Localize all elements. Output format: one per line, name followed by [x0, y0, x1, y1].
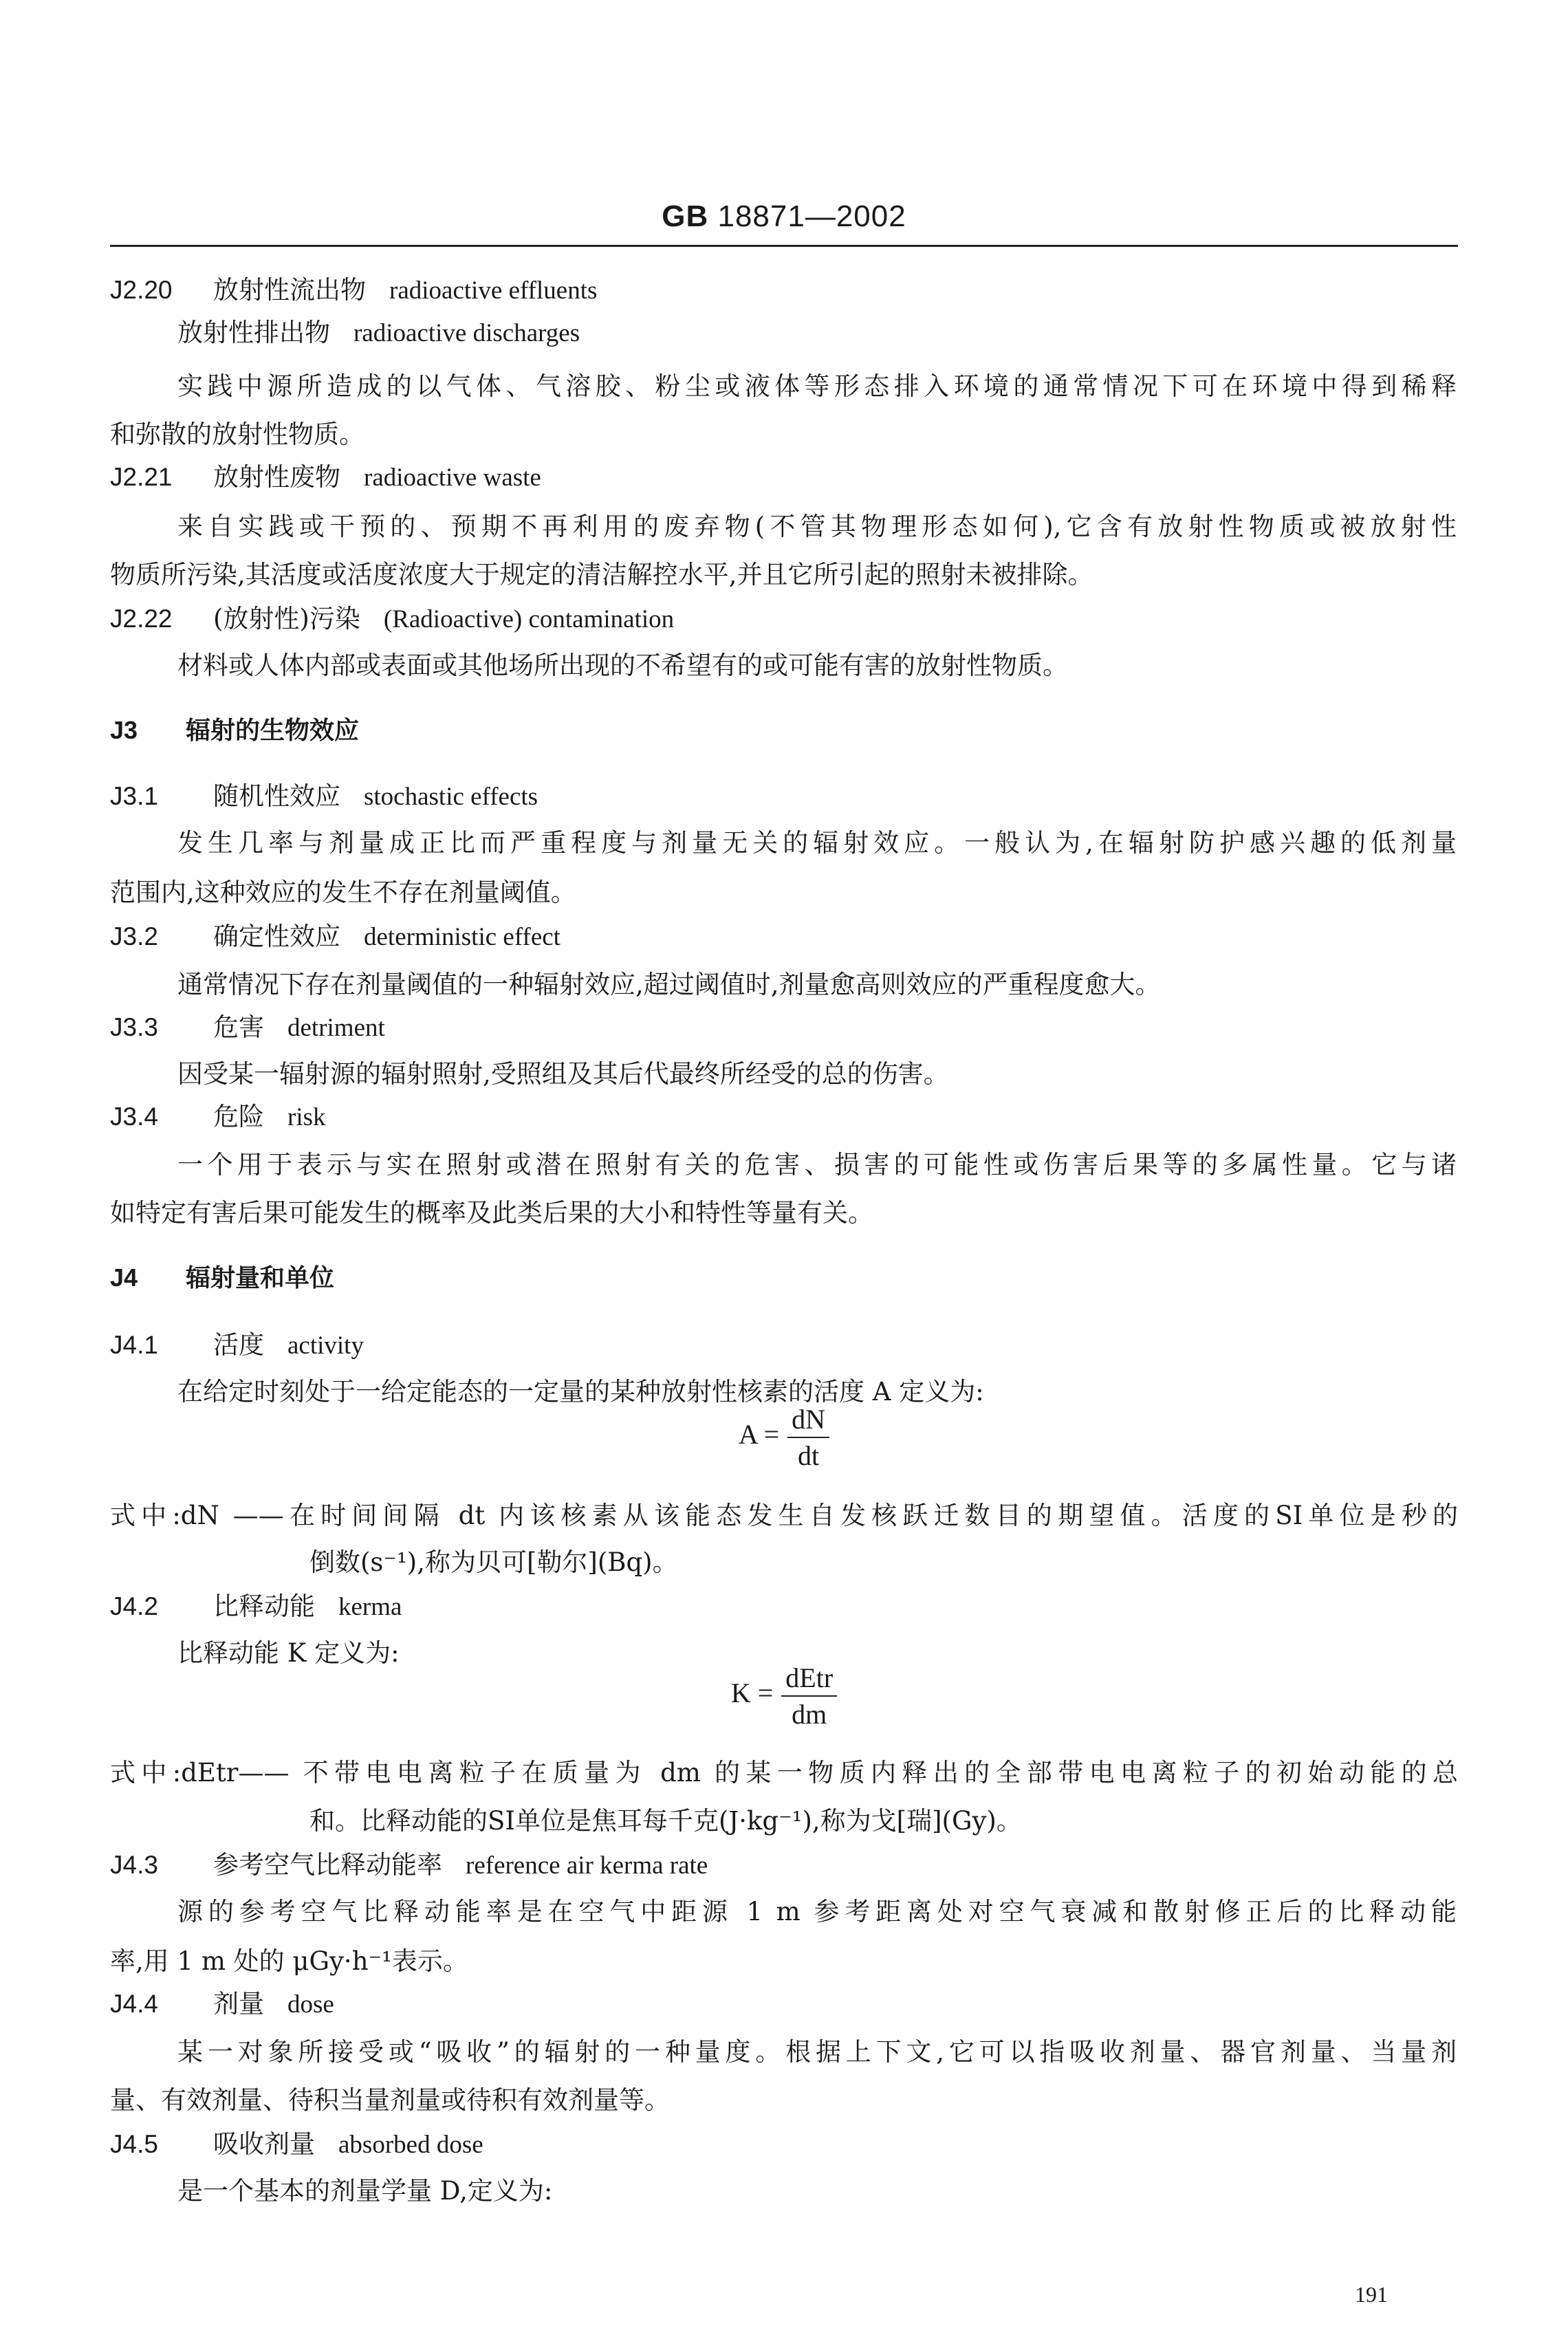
term-chinese: 比释动能	[213, 1591, 315, 1621]
text-content: 如特定有害后果可能发生的概率及此类后果的大小和特性等量有关。	[110, 1198, 873, 1228]
term-chinese: 吸收剂量	[213, 2129, 315, 2159]
text-content: 实践中源所造成的以气体、气溶胶、粉尘或液体等形态排入环境的通常情况下可在环境中得到稀释	[177, 371, 1457, 401]
text-content: 源的参考空气比释动能率是在空气中距源 1 m 参考距离处对空气衰减和散射修正后的比释动能	[177, 1897, 1457, 1926]
term-number: J3.3	[110, 1013, 158, 1041]
paragraph-first-line	[177, 1897, 1457, 1927]
term-number: J4.4	[110, 1990, 158, 2018]
term-entry	[110, 1989, 334, 2020]
term-english: (Radioactive) contamination	[383, 605, 675, 633]
paragraph-first-line	[177, 2037, 1457, 2067]
term-number: J2.20	[110, 276, 173, 304]
formula	[0, 1403, 1568, 1472]
text-content: 一个用于表示与实在照射或潜在照射有关的危害、损害的可能性或伤害后果等的多属性量。它与诸	[177, 1150, 1457, 1180]
term-english: absorbed dose	[338, 2131, 483, 2159]
term-entry	[110, 1012, 385, 1043]
term-chinese: 危害	[213, 1012, 264, 1042]
term-number: J3.1	[110, 782, 158, 810]
standard-number: 18871—2002	[717, 199, 906, 233]
term-english: kerma	[338, 1593, 402, 1621]
term-entry	[110, 922, 560, 953]
text-content: 是一个基本的剂量学量 D,定义为:	[177, 2176, 553, 2206]
term-number: J4.1	[110, 1331, 158, 1359]
term-entry	[110, 1102, 326, 1133]
section-number: J3	[110, 716, 138, 744]
paragraph-first-line	[177, 2176, 552, 2206]
text-content: 比释动能 K 定义为:	[177, 1638, 400, 1668]
paragraph-first-line	[177, 371, 1457, 402]
text-content: 范围内,这种效应的发生不存在剂量阈值。	[110, 878, 576, 907]
paragraph-continuation	[110, 1946, 468, 1977]
term-english: deterministic effect	[364, 923, 560, 951]
term-synonym	[177, 318, 580, 349]
paragraph-continuation	[110, 1198, 873, 1228]
header-rule	[110, 245, 1458, 247]
term-english: stochastic effects	[364, 783, 538, 811]
text-content: 发生几率与剂量成正比而严重程度与剂量无关的辐射效应。一般认为,在辐射防护感兴趣的低剂量	[177, 828, 1457, 858]
term-english: reference air kerma rate	[466, 1851, 708, 1880]
term-english: radioactive effluents	[389, 276, 598, 305]
paragraph-first-line	[177, 512, 1457, 542]
section-number: J4	[110, 1263, 138, 1292]
formula-numerator: dN	[787, 1403, 829, 1438]
term-english: activity	[287, 1331, 364, 1360]
formula	[0, 1662, 1568, 1730]
text-content: 物质所污染,其活度或活度浓度大于规定的清洁解控水平,并且它所引起的照射未被排除。	[110, 560, 1093, 589]
term-chinese: 放射性废物	[213, 462, 340, 492]
definition-continuation	[309, 1547, 678, 1578]
term-entry	[110, 275, 597, 306]
text-content: 来自实践或干预的、预期不再利用的废弃物(不管其物理形态如何),它含有放射性物质或被放射性	[177, 512, 1457, 541]
term-chinese: (放射性)污染	[213, 604, 360, 633]
paragraph-first-line	[177, 651, 1068, 681]
term-entry	[110, 781, 538, 812]
paragraph-first-line	[177, 828, 1457, 858]
text-content: 通常情况下存在剂量阈值的一种辐射效应,超过阈值时,剂量愈高则效应的严重程度愈大。	[177, 970, 1161, 999]
term-english: radioactive waste	[364, 464, 541, 492]
paragraph-continuation	[110, 878, 576, 908]
definition-continuation	[309, 1806, 1022, 1836]
standard-prefix: GB	[662, 199, 709, 233]
term-english: detriment	[287, 1014, 385, 1042]
term-number: J3.4	[110, 1102, 158, 1131]
paragraph-continuation	[110, 1758, 1458, 1788]
text-content: 量、有效剂量、待积当量剂量或待积有效剂量等。	[110, 2085, 670, 2115]
text-content: 和。比释动能的SI单位是焦耳每千克(J·kg⁻¹),称为戈[瑞](Gy)。	[309, 1806, 1022, 1836]
text-content: 某一对象所接受或“吸收”的辐射的一种量度。根据上下文,它可以指吸收剂量、器官剂量、当量剂	[177, 2037, 1457, 2067]
term-number: J4.5	[110, 2130, 158, 2158]
section-heading	[110, 715, 359, 746]
paragraph-continuation	[110, 420, 364, 450]
formula-lhs: K =	[730, 1677, 774, 1709]
term-entry	[110, 1850, 708, 1881]
term-chinese: 危险	[213, 1102, 264, 1131]
term-number: J2.22	[110, 605, 173, 633]
term-entry	[110, 462, 541, 493]
text-content: 式中:dN ——在时间间隔 dt 内该核素从该能态发生自发核跃迁数目的期望值。活度的SI单位是秒的	[110, 1501, 1458, 1530]
section-heading	[110, 1263, 334, 1293]
term-entry	[110, 604, 674, 635]
synonym-chinese: 放射性排出物	[177, 318, 330, 347]
formula-fraction	[781, 1662, 837, 1730]
text-content: 式中:dEtr—— 不带电电离粒子在质量为 dm 的某一物质内释出的全部带电电离粒子的初始动能的总	[110, 1758, 1458, 1787]
term-chinese: 剂量	[213, 1989, 264, 2019]
section-title: 辐射量和单位	[186, 1264, 335, 1292]
text-content: 率,用 1 m 处的 μGy·h⁻¹表示。	[110, 1946, 468, 1976]
formula-lhs: A =	[738, 1419, 780, 1450]
synonym-english: radioactive discharges	[353, 319, 580, 347]
text-content: 和弥散的放射性物质。	[110, 420, 364, 449]
paragraph-continuation	[110, 2085, 670, 2116]
term-number: J4.3	[110, 1851, 158, 1879]
text-content: 在给定时刻处于一给定能态的一定量的某种放射性核素的活度 A 定义为:	[177, 1377, 984, 1406]
term-number: J3.2	[110, 922, 158, 950]
paragraph-continuation	[110, 560, 1093, 590]
term-chinese: 随机性效应	[213, 781, 340, 811]
term-entry	[110, 2129, 483, 2160]
term-number: J4.2	[110, 1592, 158, 1620]
page-header	[0, 199, 1568, 234]
term-english: risk	[287, 1103, 326, 1131]
paragraph-continuation	[110, 1501, 1458, 1531]
page-number: 191	[1355, 2282, 1388, 2307]
term-chinese: 参考空气比释动能率	[213, 1850, 442, 1880]
formula-denominator: dm	[792, 1699, 827, 1730]
term-english: dose	[287, 1990, 334, 2019]
paragraph-first-line	[177, 1150, 1457, 1180]
term-entry	[110, 1330, 364, 1361]
paragraph-first-line	[177, 1059, 949, 1089]
term-chinese: 活度	[213, 1330, 264, 1360]
formula-denominator: dt	[798, 1440, 820, 1471]
paragraph-first-line	[177, 970, 1161, 1000]
text-content: 因受某一辐射源的辐射照射,受照组及其后代最终所经受的总的伤害。	[177, 1059, 949, 1089]
term-number: J2.21	[110, 463, 173, 491]
term-entry	[110, 1591, 402, 1622]
term-chinese: 放射性流出物	[213, 275, 366, 305]
formula-numerator: dEtr	[781, 1662, 837, 1697]
text-content: 倒数(s⁻¹),称为贝可[勒尔](Bq)。	[309, 1547, 678, 1577]
formula-fraction	[787, 1403, 829, 1472]
section-title: 辐射的生物效应	[186, 717, 360, 745]
term-chinese: 确定性效应	[213, 922, 340, 951]
text-content: 材料或人体内部或表面或其他场所出现的不希望有的或可能有害的放射性物质。	[177, 651, 1068, 680]
